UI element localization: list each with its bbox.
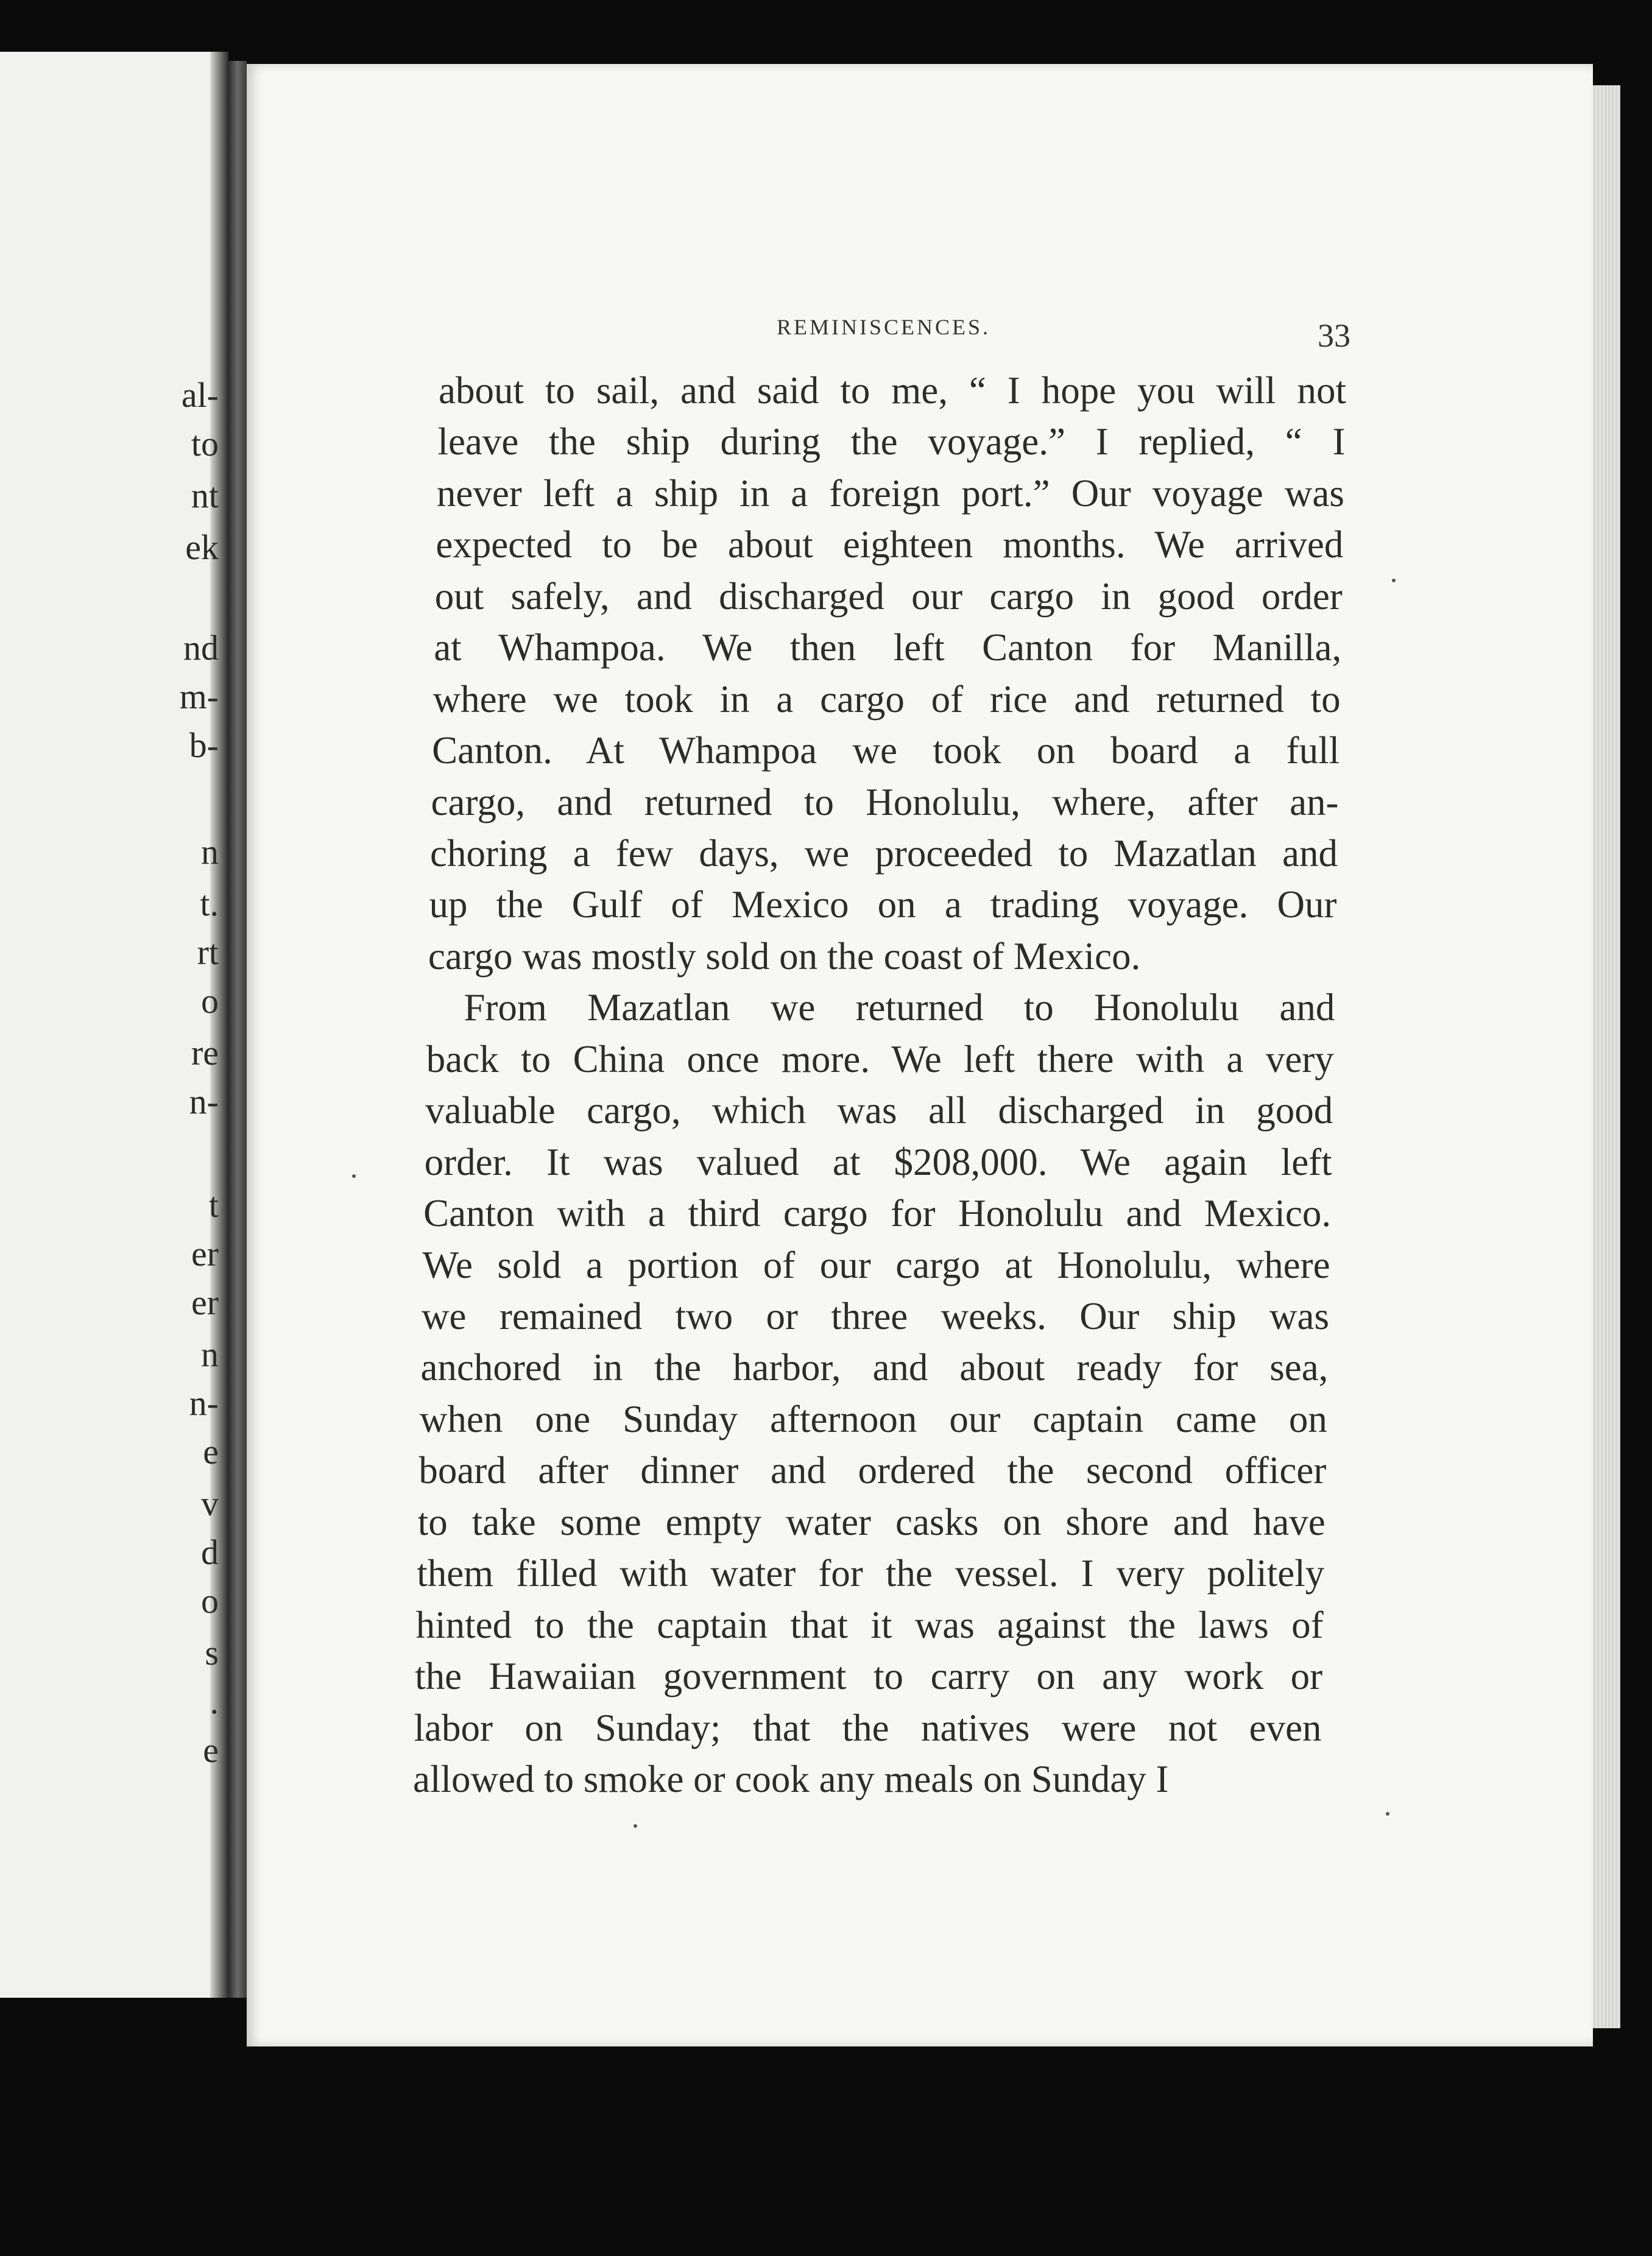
- text-line: hinted to the captain that it was against the laws of: [415, 1603, 1324, 1646]
- text-line: Canton with a third cargo for Honolulu and Mexico.: [423, 1192, 1332, 1235]
- text-line: expected to be about eighteen months. We arrived: [436, 523, 1344, 566]
- text-line: where we took in a cargo of rice and returned to: [432, 677, 1341, 721]
- text-line: back to China once more. We left there with a very: [426, 1037, 1334, 1080]
- previous-page-fragment: o: [201, 1581, 219, 1621]
- text-line: choring a few days, we proceeded to Mazatlan and: [430, 832, 1338, 875]
- previous-page-fragment: rt: [197, 932, 219, 972]
- text-line: when one Sunday afternoon our captain came on: [419, 1397, 1327, 1440]
- previous-page: [0, 52, 228, 1998]
- text-line: board after dinner and ordered the second officer: [418, 1449, 1327, 1492]
- text-line: allowed to smoke or cook any meals on Sunday I: [413, 1758, 1169, 1800]
- running-head: REMINISCENCES.: [777, 315, 991, 339]
- text-line: leave the ship during the voyage.” I replied, “ I: [437, 420, 1346, 464]
- previous-page-fragment: s: [205, 1633, 219, 1673]
- page-edges: [1593, 85, 1620, 2028]
- paper-speck: [634, 1824, 637, 1828]
- paper-speck: [1386, 1812, 1389, 1816]
- previous-page-fragment: er: [191, 1283, 219, 1322]
- text-line: order. It was valued at $208,000. We again left: [424, 1140, 1332, 1183]
- text-line: Canton. At Whampoa we took on board a full: [432, 729, 1340, 772]
- previous-page-fragment: e: [203, 1432, 219, 1472]
- previous-page-fragment: v: [201, 1484, 219, 1523]
- text-line: at Whampoa. We then left Canton for Manilla,: [434, 626, 1342, 669]
- text-line: From Mazatlan we returned to Honolulu and: [464, 986, 1335, 1029]
- previous-page-fragment: m-: [179, 677, 219, 716]
- previous-page-fragment: d: [201, 1532, 219, 1572]
- previous-page-fragment: ek: [185, 527, 219, 567]
- previous-page-fragment: n-: [189, 1383, 219, 1423]
- text-line: we remained two or three weeks. Our ship was: [422, 1295, 1329, 1338]
- previous-page-fragment: t: [208, 1185, 219, 1225]
- text-line: out safely, and discharged our cargo in good order: [434, 574, 1343, 618]
- previous-page-fragment: t.: [200, 884, 219, 923]
- text-line: anchored in the harbor, and about ready for sea,: [420, 1346, 1329, 1389]
- book-spine: [228, 61, 247, 1998]
- previous-page-fragment: re: [191, 1033, 219, 1073]
- text-line: to take some empty water casks on shore and have: [417, 1500, 1325, 1543]
- previous-page-fragment: o: [201, 981, 219, 1021]
- text-line: about to sail, and said to me, “ I hope you will not: [439, 369, 1346, 412]
- paper-speck: [1392, 579, 1396, 582]
- text-line: up the Gulf of Mexico on a trading voyage. Our: [429, 883, 1337, 926]
- previous-page-fragment: nd: [183, 628, 219, 668]
- text-line: them filled with water for the vessel. I very politely: [417, 1552, 1325, 1595]
- previous-page-fragment: al-: [181, 375, 219, 415]
- previous-page-fragment: nt: [191, 476, 219, 515]
- text-line: labor on Sunday; that the natives were not even: [414, 1706, 1322, 1749]
- previous-page-fragment: b-: [189, 725, 219, 765]
- page-number: 33: [1318, 317, 1350, 354]
- previous-page-fragment: n-: [189, 1082, 219, 1121]
- text-line: cargo, and returned to Honolulu, where, after an-: [431, 780, 1339, 823]
- previous-page-fragment: .: [210, 1682, 219, 1721]
- text-line: the Hawaiian government to carry on any work or: [415, 1655, 1323, 1698]
- previous-page-fragment: n: [201, 1334, 219, 1374]
- previous-page-fragment: to: [191, 424, 219, 464]
- previous-page-fragment: n: [201, 832, 219, 872]
- text-line: We sold a portion of our cargo at Honolulu, where: [422, 1243, 1330, 1286]
- text-line: cargo was mostly sold on the coast of Mexico.: [428, 934, 1141, 978]
- text-line: never left a ship in a foreign port.” Our voyage was: [436, 471, 1344, 515]
- previous-page-fragment: er: [191, 1234, 219, 1274]
- paper-speck: [352, 1174, 356, 1178]
- text-line: valuable cargo, which was all discharged in good: [425, 1089, 1333, 1132]
- previous-page-fragment: e: [203, 1730, 219, 1770]
